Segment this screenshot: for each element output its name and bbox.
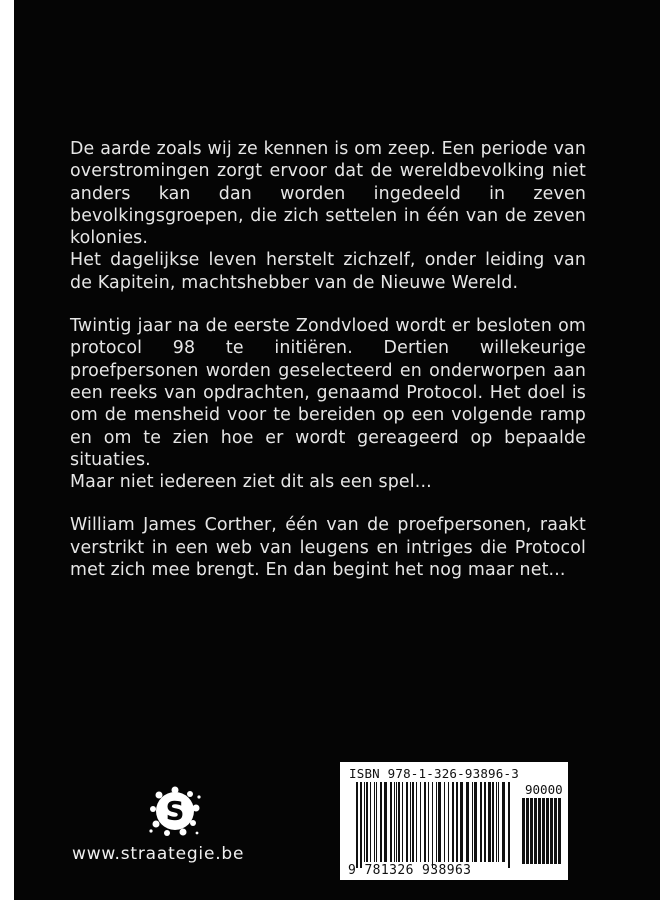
publisher-url: www.straategie.be [72, 844, 245, 864]
barcode-bar [410, 782, 411, 862]
barcode-bar [370, 782, 371, 862]
barcode-bar [550, 798, 553, 864]
blurb-paragraph: William James Corther, één van de proefpersonen, raakt verstrikt in een web van leugens en intriges die Protocol met zich mee brengt. En dan begint het nog maar net... [70, 515, 586, 581]
barcode-bar [366, 782, 368, 862]
barcode-bar [546, 798, 549, 864]
blurb-paragraph: Twintig jaar na de eerste Zondvloed wordt er besloten om protocol 98 te initiëren. Dertien willekeurige proefpersonen worden geselecteerd en onderworpen aan een reeks van opdrachten, genaamd Protocol. Het doel is om de mensheid voor te bereiden op een volgende ramp en om te zien hoe er wordt gereageerd op bepaalde situaties. [70, 316, 586, 470]
barcode-bar [522, 798, 525, 864]
barcode-bar [412, 782, 414, 862]
barcode-bar [398, 782, 400, 862]
barcode-bar [376, 782, 377, 862]
barcode-bar [474, 782, 477, 862]
barcode-bar [480, 782, 482, 862]
barcode-bar [542, 798, 545, 864]
barcode-bar [390, 782, 392, 862]
barcode-bar [488, 782, 491, 862]
barcode-bar [448, 782, 449, 862]
barcode-bar [534, 798, 537, 864]
barcode-bar [496, 782, 497, 862]
blurb-text [70, 138, 586, 581]
barcode-bar [456, 782, 458, 862]
barcode-bar [558, 798, 561, 864]
barcode-bar [356, 782, 358, 868]
barcode-bar [406, 782, 408, 862]
barcode-bar [374, 782, 375, 862]
barcode-bar [364, 782, 365, 862]
isbn-label: ISBN 978-1-326-93896-3 [349, 766, 519, 781]
barcode-bar [508, 782, 510, 868]
barcode-bar [436, 782, 437, 862]
barcode-bar [394, 782, 395, 862]
barcode-bar [420, 782, 421, 862]
barcode-bar [402, 782, 403, 862]
barcode-bar [416, 782, 417, 862]
barcode-bar [432, 782, 433, 868]
barcode-bar [438, 782, 441, 862]
barcode-bar [444, 782, 445, 862]
blurb-paragraph: Maar niet iedereen ziet dit als een spel... [70, 472, 432, 493]
barcode-bar [360, 782, 362, 868]
barcode-bar [466, 782, 469, 862]
barcode-bar [492, 782, 494, 862]
barcode-bar [460, 782, 463, 862]
barcode-bar [424, 782, 426, 862]
barcode-bar [538, 798, 541, 864]
barcode-bar [380, 782, 382, 862]
barcode-bar [472, 782, 473, 862]
publisher-splat-logo-icon [147, 783, 203, 839]
barcode-bar [452, 782, 454, 862]
barcode-bar [484, 782, 486, 862]
barcode-digits: 9 781326 938963 [348, 863, 472, 878]
barcode-bar [502, 782, 505, 862]
barcode-bar [384, 782, 387, 862]
barcode-bar [498, 782, 499, 862]
barcode-bar [530, 798, 533, 864]
logo-letter: S [165, 797, 185, 827]
blurb-paragraph: De aarde zoals wij ze kennen is om zeep. Een periode van overstromingen zorgt ervoor dat de wereldbevolking niet anders kan dan worden ingedeeld in zeven bevolkingsgroepen, die zich settelen in één van de zeven kolonies. [70, 139, 586, 249]
barcode-bar [428, 782, 429, 862]
barcode-bar [526, 798, 529, 864]
barcode-bar [396, 782, 397, 862]
back-cover [14, 0, 660, 900]
isbn-barcode [340, 762, 568, 880]
barcode-bar [554, 798, 557, 864]
blurb-paragraph: Het dagelijkse leven herstelt zichzelf, onder leiding van de Kapitein, machtshebber van de Nieuwe Wereld. [70, 250, 586, 293]
barcode-addon-digits: 90000 [525, 782, 563, 797]
